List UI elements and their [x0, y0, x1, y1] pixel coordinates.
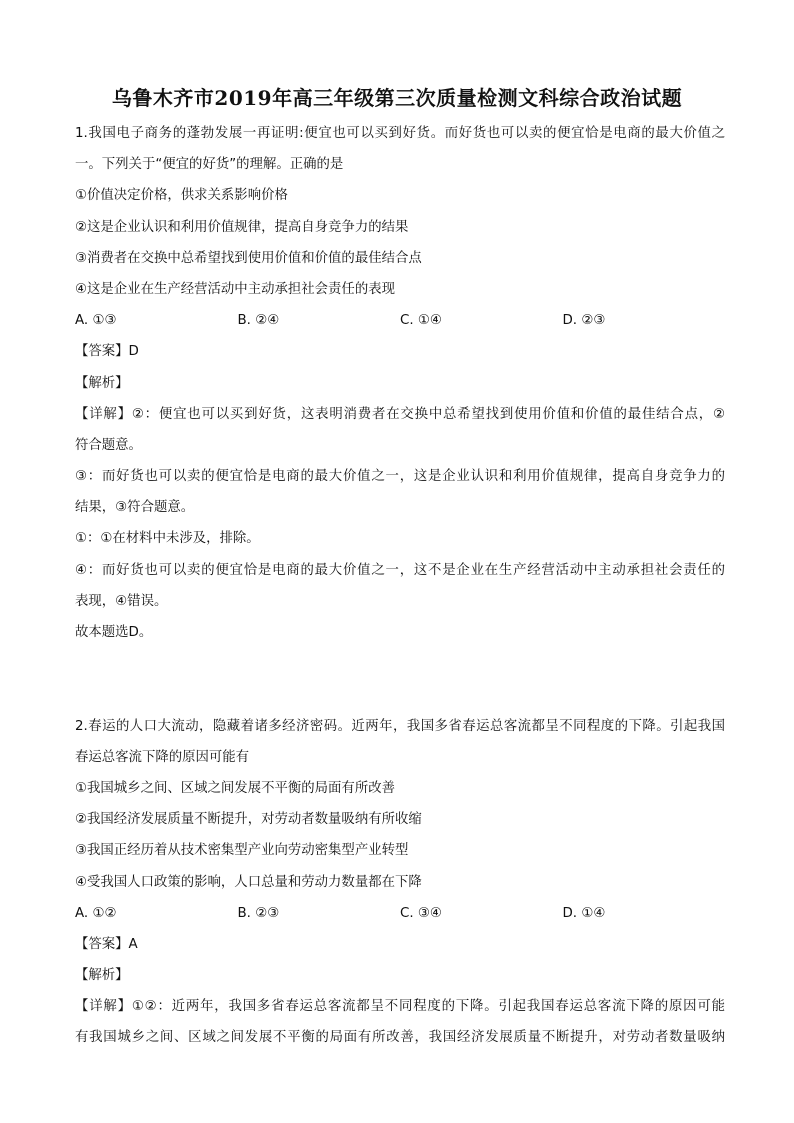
question-spacer [75, 679, 725, 710]
document-body [75, 118, 725, 1054]
q1-answer: 【答案】D [75, 344, 139, 360]
q2-analysis-heading: 【解析】 [75, 968, 129, 984]
q2-stem-line-1: 2.春运的人口大流动，隐藏着诸多经济密码。近两年，我国多省春运总客流都呈不同程度的下降。引起我国 [75, 718, 725, 734]
q2-options [75, 898, 725, 929]
q2-detail-line-2: 有我国城乡之间、区域之间发展不平衡的局面有所改善，我国经济发展质量不断提升，对劳动者数量吸纳 [75, 1030, 725, 1046]
q1-analysis-heading: 【解析】 [75, 375, 129, 391]
q2-option-d: D. ①④ [562, 905, 606, 921]
q1-detail-line-2: 符合题意。 [75, 437, 142, 453]
q1-option-d: D. ②③ [562, 313, 606, 329]
q1-stem-line-2: 一。下列关于“便宜的好货”的理解。正确的是 [75, 157, 344, 173]
q2-item-3: ③我国正经历着从技术密集型产业向劳动密集型产业转型 [75, 843, 409, 859]
q2-option-b: B. ②③ [237, 905, 280, 921]
q1-item-1: ①价值决定价格，供求关系影响价格 [75, 188, 288, 204]
q1-detail-line-5: ①：①在材料中未涉及，排除。 [75, 531, 260, 547]
q1-option-a: A. ①③ [75, 313, 117, 329]
q2-option-a: A. ①② [75, 905, 117, 921]
q1-detail-line-6: ④：而好货也可以卖的便宜恰是电商的最大价值之一，这不是企业在生产经营活动中主动承担社会责任的 [75, 562, 725, 578]
q1-item-3: ③消费者在交换中总希望找到使用价值和价值的最佳结合点 [75, 250, 422, 266]
q2-item-4: ④受我国人口政策的影响，人口总量和劳动力数量都在下降 [75, 874, 422, 890]
q2-answer: 【答案】A [75, 936, 138, 952]
q2-stem-line-2: 春运总客流下降的原因可能有 [75, 749, 250, 765]
q1-option-b: B. ②④ [237, 313, 280, 329]
q2-option-c: C. ③④ [400, 905, 442, 921]
q1-detail-line-1: 【详解】②：便宜也可以买到好货，这表明消费者在交换中总希望找到使用价值和价值的最佳结合点，② [75, 406, 725, 422]
q1-stem-line-1: 1.我国电子商务的蓬勃发展一再证明:便宜也可以买到好货。而好货也可以卖的便宜恰是电商的最大价值之 [75, 126, 725, 141]
q1-option-c: C. ①④ [400, 313, 442, 329]
q1-options [75, 305, 725, 336]
q1-conclusion: 故本题选D。 [75, 625, 153, 640]
document-title: 乌鲁木齐市2019年高三年级第三次质量检测文科综合政治试题 [111, 86, 683, 110]
q1-item-4: ④这是企业在生产经营活动中主动承担社会责任的表现 [75, 281, 395, 297]
q1-detail-line-7: 表现，④错误。 [75, 593, 168, 609]
q2-item-2: ②我国经济发展质量不断提升，对劳动者数量吸纳有所收缩 [75, 812, 422, 828]
question-spacer [75, 648, 725, 679]
q1-item-2: ②这是企业认识和利用价值规律，提高自身竞争力的结果 [75, 219, 409, 235]
q2-item-1: ①我国城乡之间、区域之间发展不平衡的局面有所改善 [75, 780, 395, 796]
q1-detail-line-4: 结果，③符合题意。 [75, 500, 195, 516]
q2-detail-line-1: 【详解】①②：近两年，我国多省春运总客流都呈不同程度的下降。引起我国春运总客流下降的原因可能 [75, 999, 725, 1015]
q1-detail-line-3: ③：而好货也可以卖的便宜恰是电商的最大价值之一，这是企业认识和利用价值规律，提高自身竞争力的 [75, 469, 725, 485]
